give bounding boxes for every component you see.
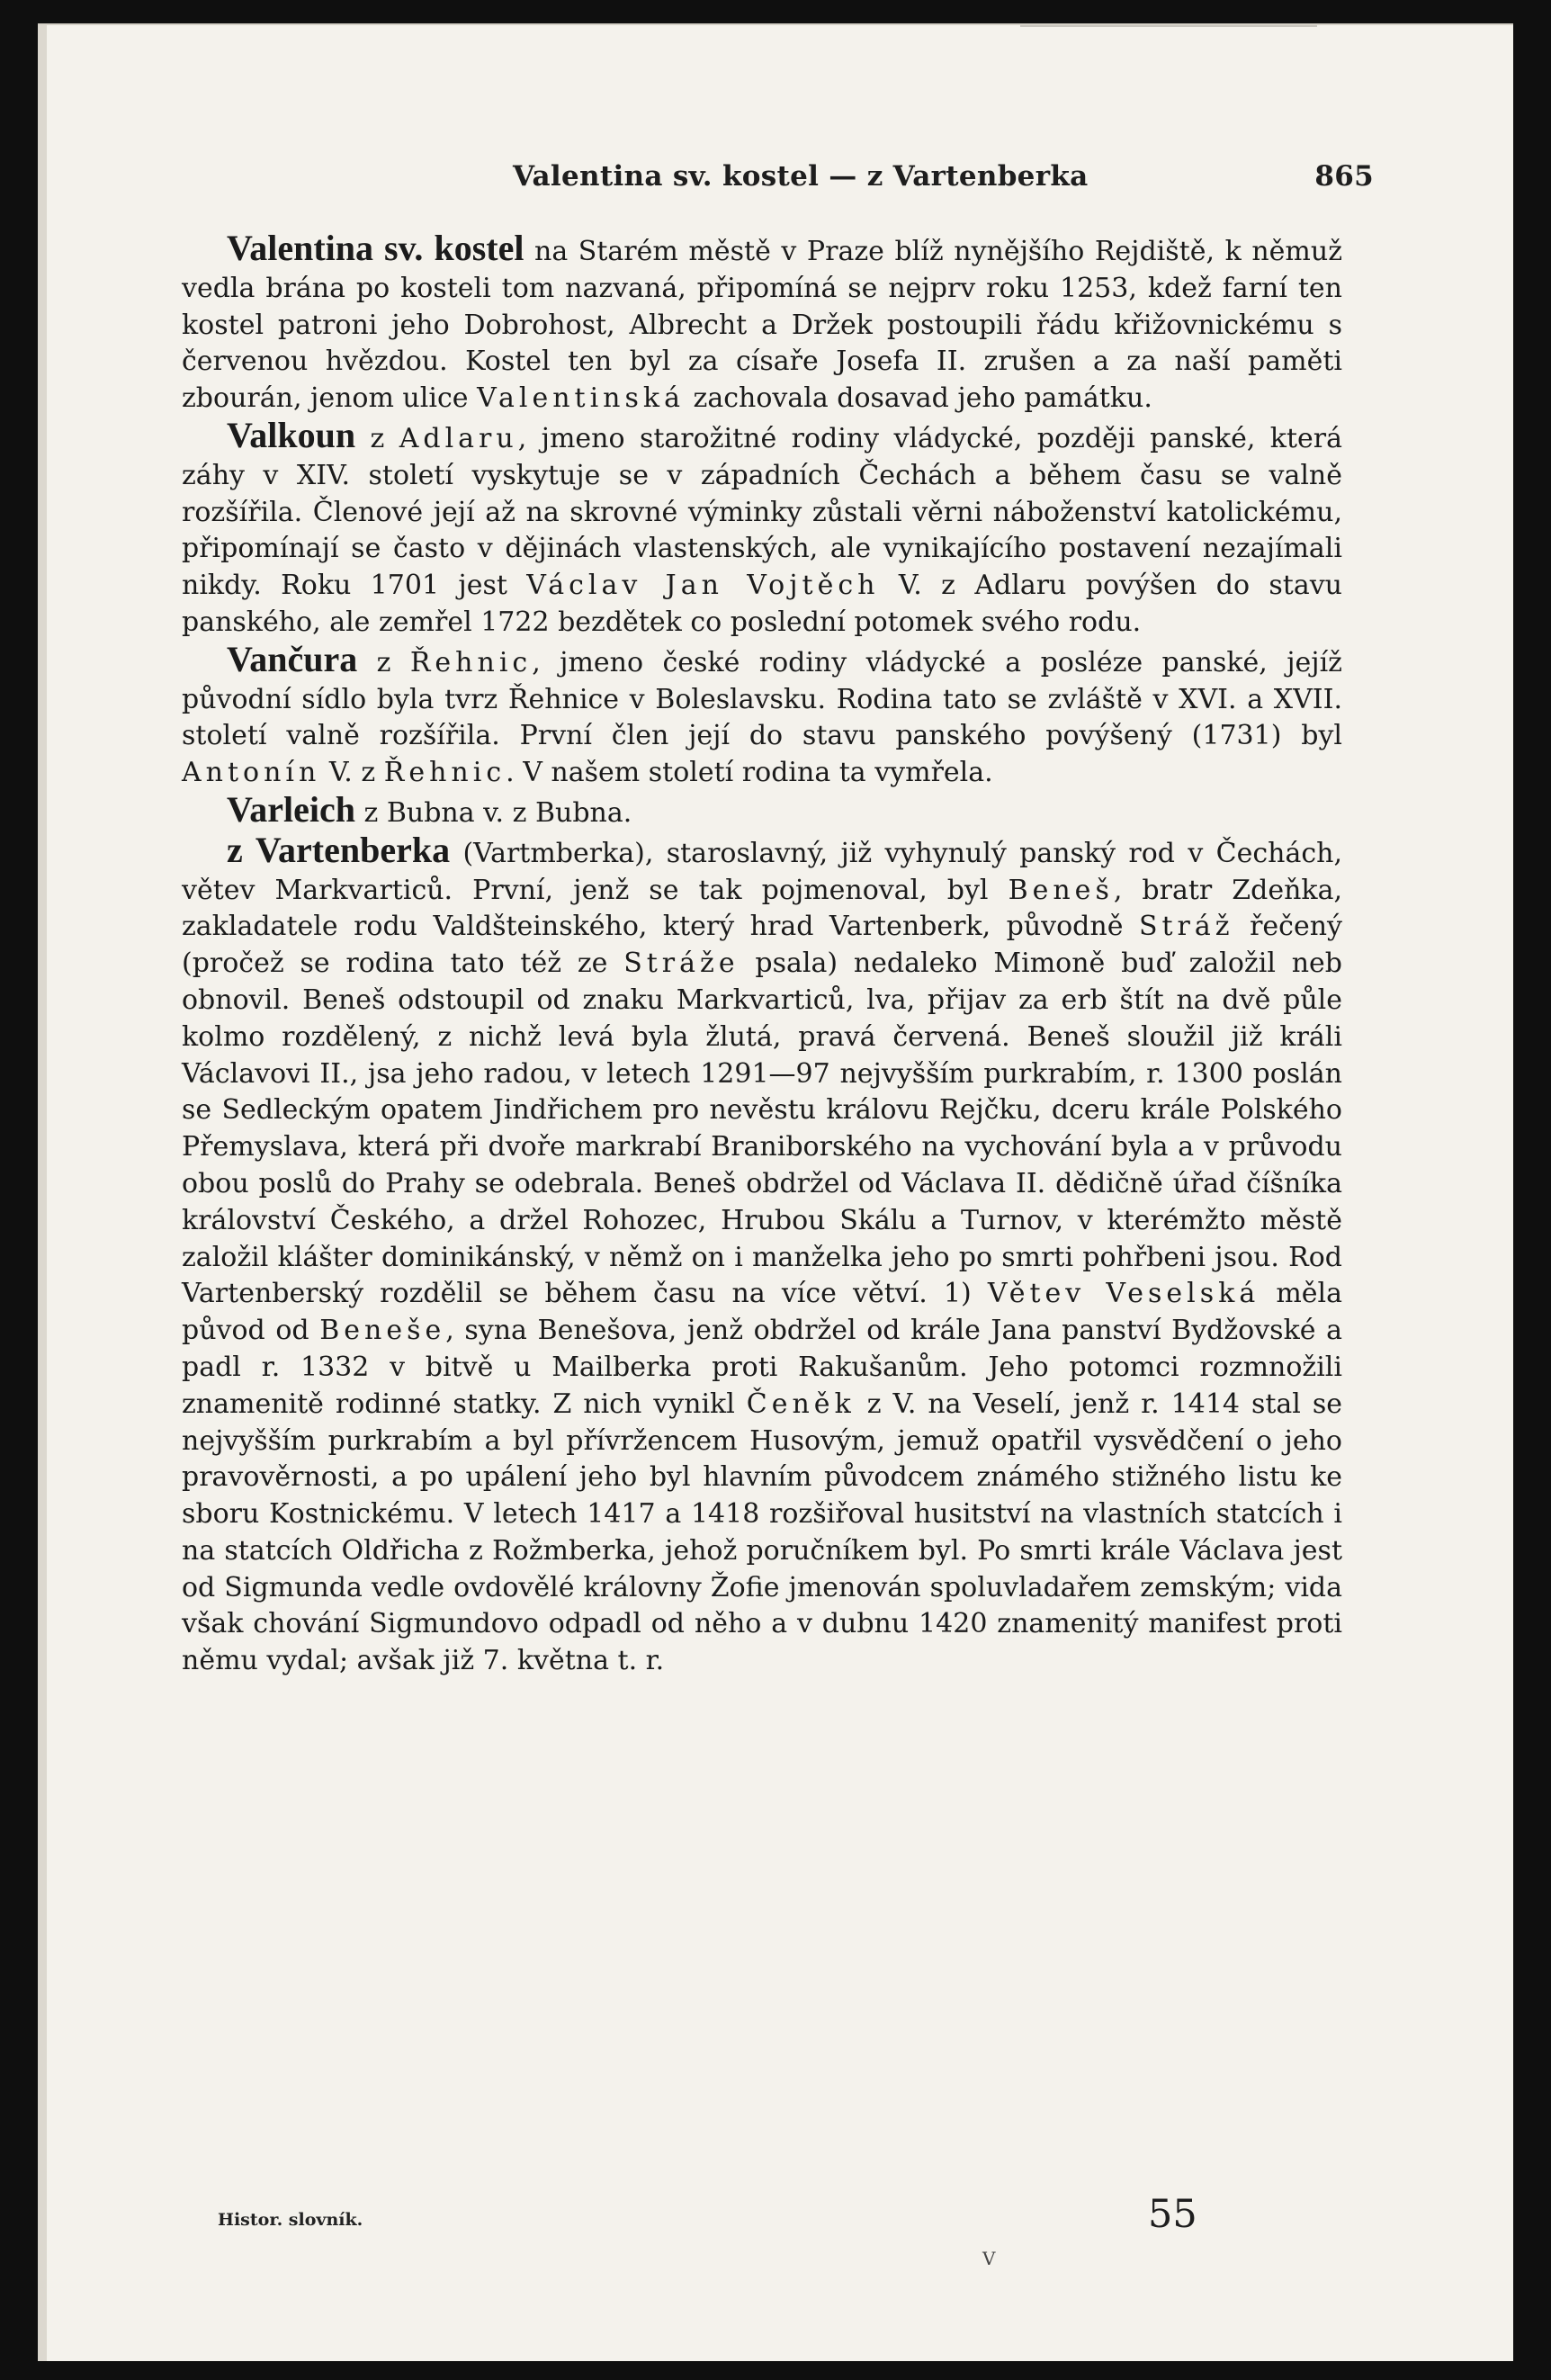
entry-text: měla původ od (182, 1278, 1342, 1347)
headword: Valkoun (227, 414, 356, 455)
entry-text: na Starém městě v Praze blíž nynějšího Rejdiště, k němuž vedla brána po kosteli tom nazvaná, připomíná se nejprv roku 1253, kdež farní ten kostel patroni jeho Dobrohost, Albrecht a Držek postoupili řádu křižovnickému s červenou hvězdou. Kostel ten byl za císaře Josefa II. zrušen a za naší paměti zbourán, jenom ulice (182, 236, 1342, 415)
body-text (182, 230, 1342, 1680)
spaced-name: Řehnic (409, 646, 533, 678)
spaced-name: Antonín (182, 757, 321, 789)
page-gutter (38, 25, 47, 2361)
entry-text: z V. na Veselí, jenž r. 1414 stal se nejvyšším purkrabím a byl přívržencem Husovým, jemuž opatřil vysvědčení o jeho pravověrnosti, a po upálení jeho byl hlavním původcem známého stižného listu ke sboru Kostnickému. V letech 1417 a 1418 rozšiřoval husitství na vlastních statcích i na statcích Oldřicha z Rožmberka, jehož poručníkem byl. Po smrti krále Václava jest od Sigmunda vedle ovdovělé královny Žofie jmenován spoluvladařem zemským; vida však chování Sigmundovo odpadl od něho a v dubnu 1420 znamenitý manifest proti němu vydal; avšak již 7. května t. r. (182, 1388, 1342, 1677)
headword: z Vartenberka (227, 829, 451, 870)
header-title: Valentina sv. kostel — z Vartenberka (513, 160, 1089, 193)
entry-text: z (376, 646, 391, 678)
entry-valkoun (182, 414, 1342, 642)
entry-text: , jmeno starožitné rodiny vládycké, později panské, která záhy v XIV. století vyskytuje se v západních Čechách a během času se valně rozšířila. Členové její až na skrovné výminky zůstali věrni náboženství katolickému, připomínají se často v dějinách vlastenských, ale vynikajícího postavení nezajímali nikdy. Roku 1701 jest (182, 422, 1342, 602)
spaced-name: Čeněk (746, 1388, 856, 1420)
entry-text: V. z Adlaru povýšen do stavu panského, ale zemřel 1722 bezdětek co poslední potomek svého rodu. (182, 570, 1342, 638)
stray-mark: V (982, 2248, 996, 2269)
folio-number: 55 (1148, 2192, 1197, 2237)
entry-text: V. z (328, 757, 376, 789)
running-header (470, 160, 1374, 200)
book-page (38, 23, 1513, 2361)
headword: Vančura (227, 638, 358, 679)
headword: Valentina sv. kostel (227, 228, 524, 268)
spaced-name: Václav Jan Vojtěch (526, 570, 880, 602)
entry-text: z (370, 422, 385, 454)
spaced-name: Beneše (319, 1315, 446, 1347)
spaced-name: Větev Veselská (987, 1278, 1260, 1310)
spaced-name: Adlaru (399, 422, 518, 454)
headword: Varleich (227, 788, 355, 830)
page-footer (218, 2192, 1342, 2269)
entry-vartenberka (182, 829, 1342, 1680)
spaced-name: Valentinská (477, 382, 685, 415)
entry-varleich (182, 788, 1342, 832)
entry-text: (Vartmberka), staroslavný, již vyhynulý panský rod v Čechách, větev Markvarticů. První, jenž se tak pojmenoval, byl (182, 837, 1342, 906)
entry-text: psala) nedaleko Mimoně buď založil neb obnovil. Beneš odstoupil od znaku Markvarticů, lva, přijav za erb štít na dvě půle kolmo rozdělený, z nichž levá byla žlutá, pravá červená. Beneš sloužil již králi Václavovi II., jsa jeho radou, v letech 1291—97 nejvyšším purkrabím, r. 1300 poslán se Sedleckým opatem Jindřichem pro nevěstu královu Rejčku, dceru krále Polského Přemyslava, která při dvoře markrabí Braniborského na vychování byla a v průvodu obou poslů do Prahy se odebrala. Beneš obdržel od Václava II. dědičně úřad číšníka království Českého, a držel Rohozec, Hrubou Skálu a Turnov, v kterémžto městě založil klášter dominikánský, v němž on i manželka jeho po smrti pohřbeni jsou. Rod Vartenberský rozdělil se během času na více větví. 1) (182, 948, 1342, 1310)
page-number: 865 (1314, 160, 1374, 193)
ink-smudge (1020, 25, 1317, 27)
entry-text: řečený (pročež se rodina tato též ze (182, 911, 1342, 980)
entry-valentina (182, 230, 1342, 418)
entry-vancura (182, 638, 1342, 792)
entry-text: , bratr Zdeňka, zakladatele rodu Valdšteinského, který hrad Vartenberk, původně (182, 874, 1342, 943)
entry-text: zachovala dosavad jeho památku. (693, 382, 1152, 415)
spaced-name: Stráž (1138, 911, 1234, 943)
entry-text: z Bubna v. z Bubna. (363, 796, 632, 829)
spaced-name: Řehnic (383, 757, 507, 789)
spaced-name: Beneš (1008, 874, 1114, 906)
entry-text: , jmeno české rodiny vládycké a posléze panské, jejíž původní sídlo byla tvrz Řehnice v Boleslavsku. Rodina tato se zvláště v XVI. a XVII. století valně rozšířila. První člen její do stavu panského povýšený (1731) byl (182, 646, 1342, 752)
entry-text: , syna Benešova, jenž obdržel od krále Jana panství Bydžovské a padl r. 1332 v bitvě u Mailberka proti Rakušanům. Jeho potomci rozmnožili znamenitě rodinné statky. Z nich vynikl (182, 1315, 1342, 1420)
spaced-name: Stráže (623, 948, 740, 980)
signature-mark: Histor. slovník. (218, 2210, 363, 2230)
entry-text: . V našem století rodina ta vymřela. (506, 757, 993, 789)
